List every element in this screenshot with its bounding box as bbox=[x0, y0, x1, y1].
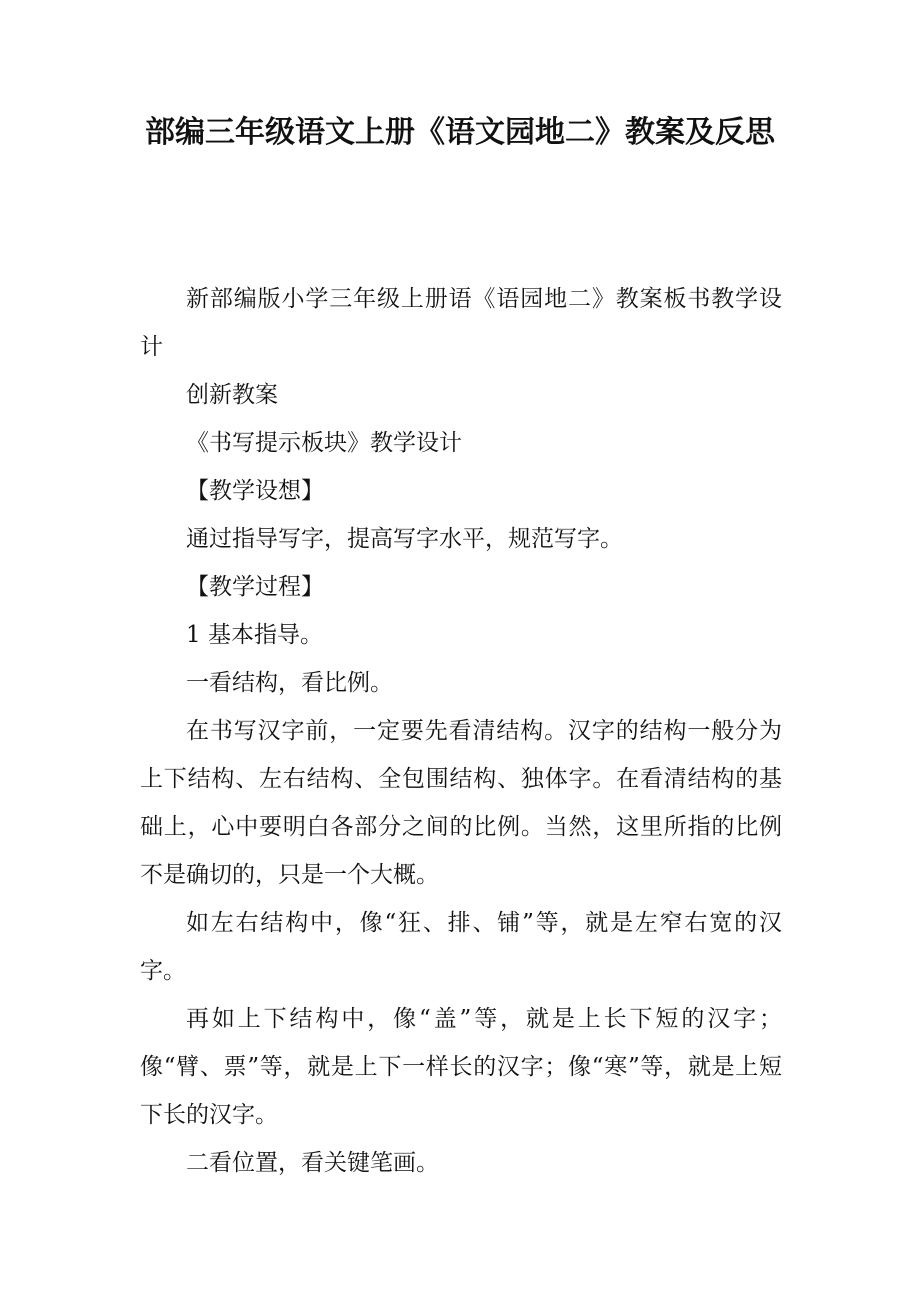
paragraph-subtitle: 新部编版小学三年级上册语《语园地二》教案板书教学设计 bbox=[140, 286, 782, 360]
paragraph-top-bottom-example: 再如上下结构中，像“盖”等，就是上长下短的汉字；像“臂、票”等，就是上下一样长的汉字；像“寒”等，就是上短下长的汉字。 bbox=[140, 1006, 782, 1128]
paragraph-structure-explanation: 在书写汉字前，一定要先看清结构。汉字的结构一般分为上下结构、左右结构、全包围结构、独体字。在看清结构的基础上，心中要明白各部分之间的比例。当然，这里所指的比例不是确切的，只是一个大概。 bbox=[140, 718, 782, 888]
paragraph-teaching-idea-heading: 【教学设想】 bbox=[186, 478, 324, 504]
paragraph-look-structure: 一看结构，看比例。 bbox=[186, 670, 393, 696]
paragraph-section-heading: 《书写提示板块》教学设计 bbox=[186, 430, 462, 456]
paragraph-left-right-example: 如左右结构中，像“狂、排、铺”等，就是左窄右宽的汉字。 bbox=[140, 910, 782, 984]
paragraph-look-position: 二看位置，看关键笔画。 bbox=[186, 1150, 439, 1176]
document-body bbox=[140, 275, 782, 1187]
paragraph-innovative-plan: 创新教案 bbox=[186, 382, 278, 408]
paragraph-teaching-process-heading: 【教学过程】 bbox=[186, 574, 324, 600]
document-title: 部编三年级语文上册《语文园地二》教案及反思 bbox=[145, 115, 775, 150]
paragraph-basic-guidance: 1 基本指导。 bbox=[186, 622, 323, 648]
paragraph-teaching-idea: 通过指导写字，提高写字水平，规范写字。 bbox=[186, 526, 623, 552]
